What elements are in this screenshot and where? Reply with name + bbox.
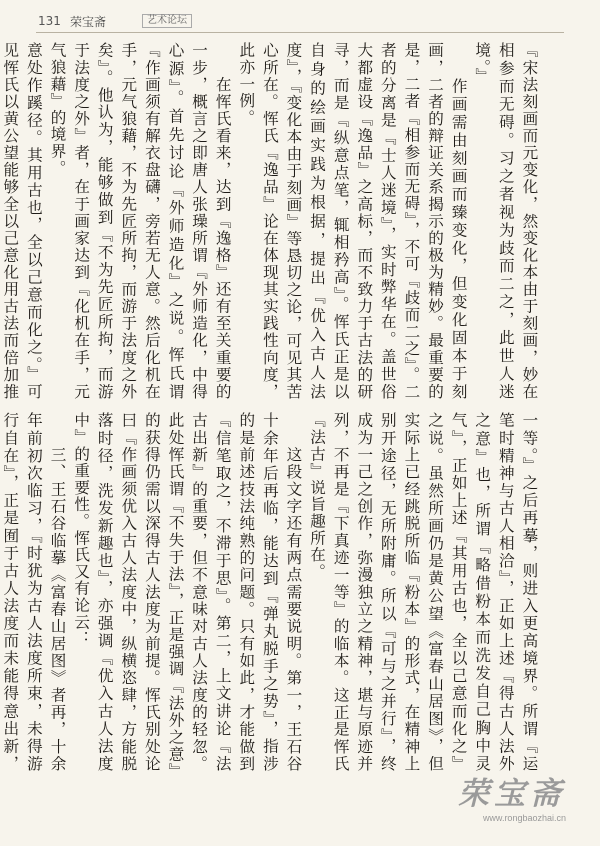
lower-text-block xyxy=(1,412,564,772)
lower-text-right: 一等。』之后再摹，则进入更高境界。所谓『运笔时精神与古人相洽』，正如上述『得古人法外之意』也，所谓『略借粉本而洗发自己胸中灵气』，正如上述『其用古也，全以己意而化之』之说。虽然所画仍是黄公望《富春山居图》，但实际上已经跳脱所临『粉本』的形式，在精神上别开途径，无所附庸。所以『可与之并行』，终成为一己之创作，弥漫独立之精神，堪与原迹并列，不再是『下真迹一等』的临本。这正是恽氏『法古』说旨趣所在。 这段文字还有两点需要说明。第一，王石谷十余年后再临，能达到『弹丸脱手之势』，指涉的是前述技法纯熟的问题。只有如此，才能做到『信笔取之，不滞于思』。第二，上文讲论『法古出新』的重要，但不意味对古人法度的轻忽。此处恽氏谓『不失于法』，正是强调『法外之意』的获得仍需以深得古人法度为前提。恽氏别处论曰『作画须优入古人法度中，纵横恣肆，方能脱落时径，洗发新趣也』，亦强调『优入古人法度中』的重要性。恽氏又有论云： xyxy=(72,412,539,772)
upper-text-block xyxy=(1,42,564,400)
page-header xyxy=(0,0,600,34)
page-number: 131 xyxy=(38,14,61,28)
watermark-logo xyxy=(436,776,566,830)
logo-url: www.rongbaozhai.cn xyxy=(482,813,566,823)
header-rule xyxy=(36,32,564,33)
upper-text-left: 意处作蹊径。其用古也，全以己意而化之。』可见恽氏以黄公望能够全以己意化用古法而倍加推 xyxy=(1,42,43,400)
lower-text-left: 三、王石谷临摹《富春山居图》者再，十余年前初次临习，『时犹为古人法度所束，未得游行自在』，正是囿于古人法度而未能得意出新， xyxy=(1,412,67,772)
journal-name: 荣宝斋 xyxy=(70,15,107,29)
section-label: 艺术论坛 xyxy=(142,14,192,28)
logo-text: 荣宝斋 xyxy=(458,776,566,812)
upper-text-right: 『宋法刻画而元变化，然变化本由于刻画，妙在相参而无碍。习之者视为歧而二之，此世人迷境。』 作画需由刻画而臻变化，但变化固本于刻画，二者的辩证关系揭示的极为精妙。最重要的是，二者『相参而无碍』，不可『歧而二之』。二者的分离是『士人迷境』，实时弊华在。盖世俗大都虚设『逸品』之高标，而不致力于古法的研寻，而是『纵意点笔，辄相矜高』。恽氏正是以自身的绘画实践为根据，提出『优入古人法度』，『变化本由于刻画』等恳切之论，可见其苦心所在。恽氏『逸品』论在体现其实践性向度，此亦一例。 在恽氏看来，达到『逸格』还有至关重要的一步，概言之即唐人张璪所谓『外师造化，中得心源』。首先讨论『外师造化』之说。恽氏谓『作画须有解衣盘礴，旁若无人意。然后化机在手，元气狼藉，不为先匠所拘，而游于法度之外矣』。他认为，能够做到『不为先匠所拘，而游于法度之外』者，在于画家达到『化机在手，元气狼藉』的境界。 xyxy=(48,42,539,400)
